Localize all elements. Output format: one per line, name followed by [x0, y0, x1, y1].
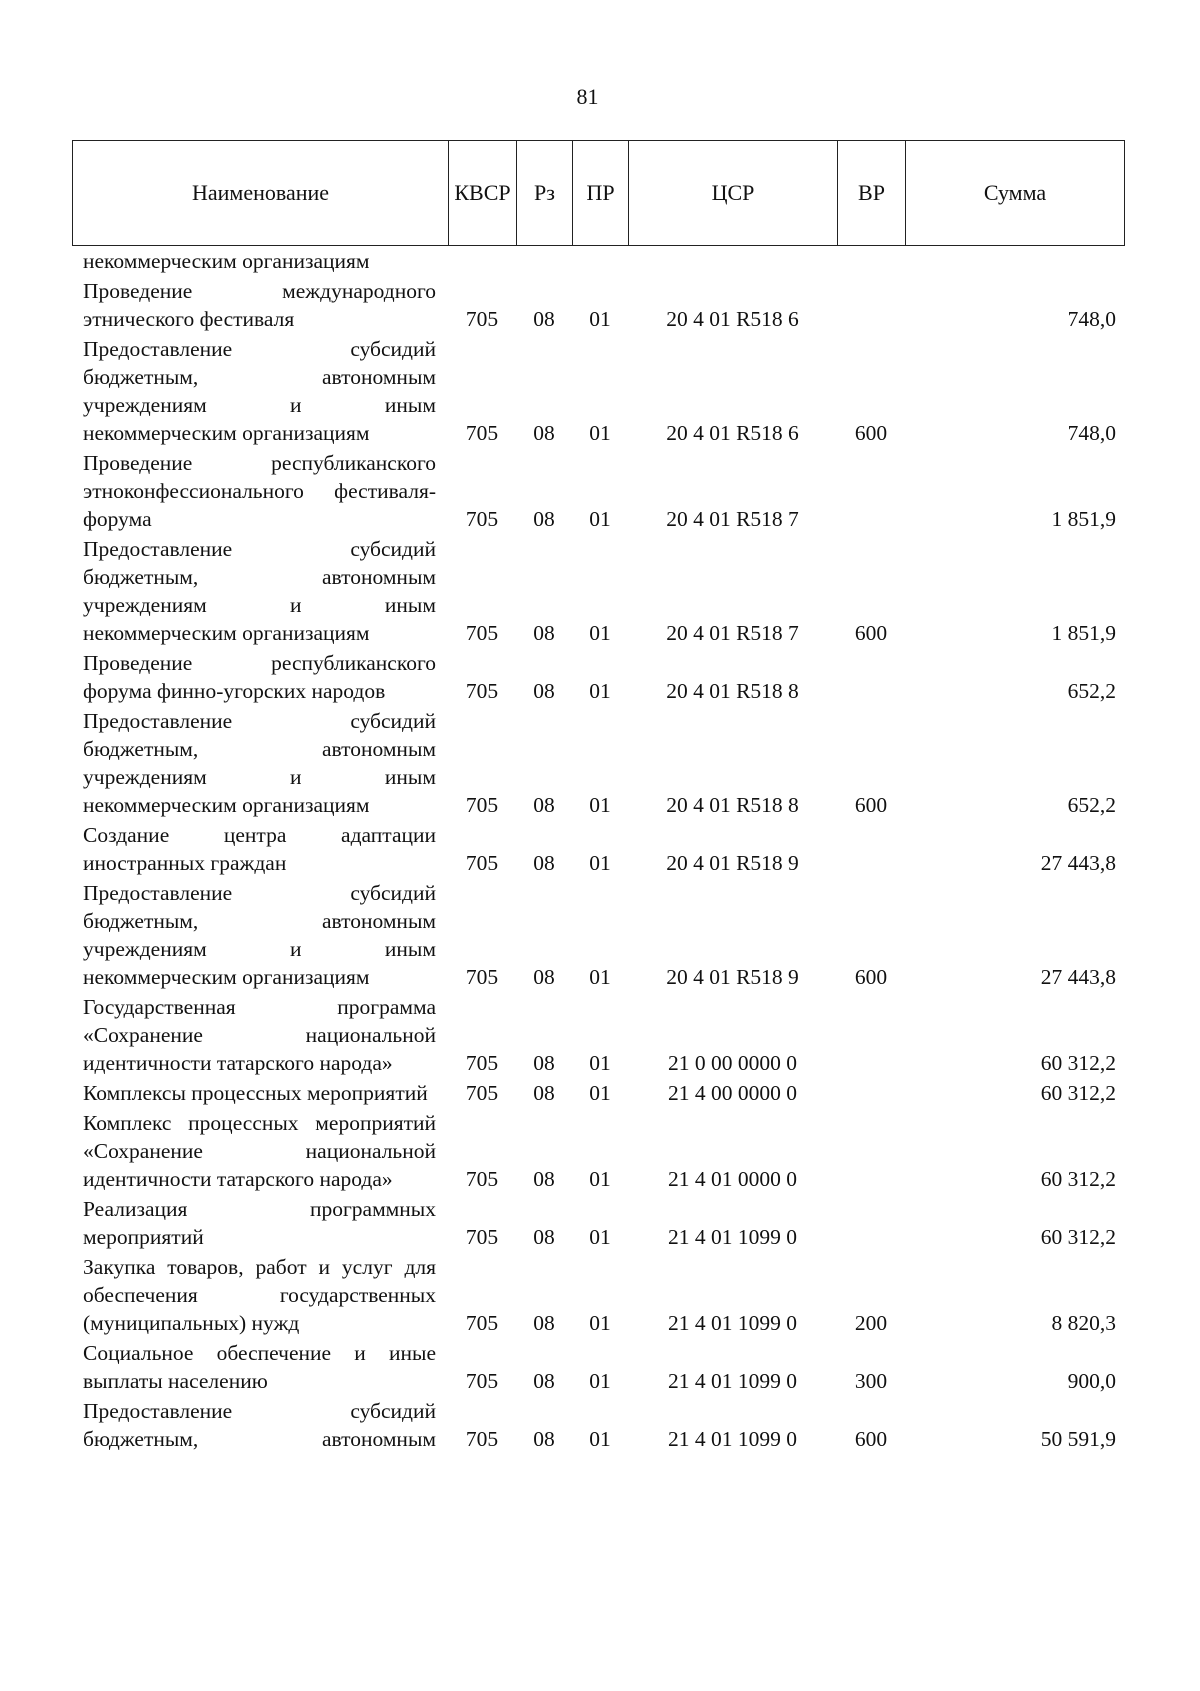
row-csr: 20 4 01 R518 7 — [666, 621, 799, 645]
row-kvsr: 705 — [465, 1051, 499, 1075]
continuation-row — [72, 247, 1124, 277]
row-sum: 748,0 — [1067, 307, 1116, 331]
header-sum: Сумма — [906, 141, 1125, 246]
row-csr: 21 4 00 0000 0 — [668, 1081, 797, 1105]
header-name: Наименование — [73, 141, 449, 246]
row-csr: 21 4 01 0000 0 — [668, 1167, 797, 1191]
row-pr: 01 — [589, 965, 611, 989]
row-sum: 60 312,2 — [1040, 1167, 1116, 1191]
row-kvsr: 705 — [465, 1311, 499, 1335]
row-vr: 300 — [854, 1369, 888, 1393]
row-rz: 08 — [533, 1311, 555, 1335]
row-rz: 08 — [533, 965, 555, 989]
row-pr: 01 — [589, 307, 611, 331]
row-rz: 08 — [533, 421, 555, 445]
row-kvsr: 705 — [465, 1369, 499, 1393]
row-csr: 20 4 01 R518 8 — [666, 679, 799, 703]
row-sum: 1 851,9 — [1051, 507, 1116, 531]
row-csr: 20 4 01 R518 6 — [666, 421, 799, 445]
header-rz: Рз — [517, 141, 573, 246]
row-rz: 08 — [533, 1225, 555, 1249]
row-pr: 01 — [589, 1427, 611, 1451]
row-csr: 20 4 01 R518 9 — [666, 851, 799, 875]
row-csr: 20 4 01 R518 8 — [666, 793, 799, 817]
row-kvsr: 705 — [465, 421, 499, 445]
table-row — [72, 821, 1124, 879]
table-row — [72, 707, 1124, 821]
row-vr — [837, 277, 905, 335]
row-vr: 600 — [854, 621, 888, 645]
table-row — [72, 535, 1124, 649]
row-kvsr: 705 — [465, 1167, 499, 1191]
row-sum: 60 312,2 — [1040, 1081, 1116, 1105]
row-pr: 01 — [589, 1081, 611, 1105]
table-row — [72, 993, 1124, 1079]
row-vr — [837, 1109, 905, 1195]
row-vr: 600 — [854, 793, 888, 817]
table-row — [72, 1397, 1124, 1455]
table-row — [72, 879, 1124, 993]
row-name: Реализация программных мероприятий — [83, 1197, 436, 1249]
row-name: Предоставление субсидий бюджетным, автономным учреждениям и иным некоммерческим организациям — [83, 337, 436, 445]
row-kvsr: 705 — [465, 507, 499, 531]
row-pr: 01 — [589, 793, 611, 817]
row-kvsr: 705 — [465, 621, 499, 645]
row-sum: 900,0 — [1067, 1369, 1116, 1393]
row-csr: 21 4 01 1099 0 — [668, 1311, 797, 1335]
row-sum: 8 820,3 — [1051, 1311, 1116, 1335]
row-kvsr: 705 — [465, 1081, 499, 1105]
row-rz: 08 — [533, 621, 555, 645]
row-vr: 600 — [854, 1427, 888, 1451]
row-pr: 01 — [589, 851, 611, 875]
table-row — [72, 649, 1124, 707]
row-name: Проведение международного этнического фестиваля — [83, 279, 436, 331]
continuation-text: некоммерческим организациям — [83, 249, 370, 273]
row-csr: 21 4 01 1099 0 — [668, 1369, 797, 1393]
row-vr — [837, 821, 905, 879]
table-row — [72, 335, 1124, 449]
row-csr: 21 4 01 1099 0 — [668, 1225, 797, 1249]
header-kvsr: КВСР — [449, 141, 517, 246]
row-pr: 01 — [589, 507, 611, 531]
row-rz: 08 — [533, 1369, 555, 1393]
row-name: Закупка товаров, работ и услуг для обеспечения государственных (муниципальных) нужд — [83, 1255, 436, 1335]
row-rz: 08 — [533, 1081, 555, 1105]
row-pr: 01 — [589, 679, 611, 703]
row-sum: 60 312,2 — [1040, 1225, 1116, 1249]
row-csr: 21 0 00 0000 0 — [668, 1051, 797, 1075]
row-sum: 652,2 — [1067, 793, 1116, 817]
row-rz: 08 — [533, 679, 555, 703]
row-kvsr: 705 — [465, 1427, 499, 1451]
row-name: Создание центра адаптации иностранных граждан — [83, 823, 436, 875]
budget-table — [72, 247, 1124, 1455]
row-pr: 01 — [589, 1311, 611, 1335]
row-pr: 01 — [589, 421, 611, 445]
table-row — [72, 449, 1124, 535]
row-pr: 01 — [589, 621, 611, 645]
row-name: Предоставление субсидий бюджетным, автономным учреждениям и иным некоммерческим организациям — [83, 881, 436, 989]
table-row — [72, 277, 1124, 335]
table-row — [72, 1195, 1124, 1253]
row-rz: 08 — [533, 1167, 555, 1191]
header-vr: ВР — [838, 141, 906, 246]
row-sum: 1 851,9 — [1051, 621, 1116, 645]
table-row — [72, 1109, 1124, 1195]
row-rz: 08 — [533, 507, 555, 531]
row-name: Государственная программа «Сохранение национальной идентичности татарского народа» — [83, 995, 436, 1075]
row-csr: 20 4 01 R518 7 — [666, 507, 799, 531]
row-vr: 200 — [854, 1311, 888, 1335]
row-name: Комплекс процессных мероприятий «Сохранение национальной идентичности татарского народа» — [83, 1111, 436, 1191]
row-pr: 01 — [589, 1369, 611, 1393]
header-csr: ЦСР — [629, 141, 838, 246]
page-number: 81 — [576, 84, 599, 109]
table-row — [72, 1253, 1124, 1339]
row-kvsr: 705 — [465, 307, 499, 331]
row-kvsr: 705 — [465, 793, 499, 817]
row-pr: 01 — [589, 1051, 611, 1075]
row-csr: 20 4 01 R518 6 — [666, 307, 799, 331]
row-kvsr: 705 — [465, 1225, 499, 1249]
row-rz: 08 — [533, 1051, 555, 1075]
row-pr: 01 — [589, 1225, 611, 1249]
row-name: Комплексы процессных мероприятий — [83, 1081, 428, 1105]
table-row — [72, 1339, 1124, 1397]
row-vr: 600 — [854, 965, 888, 989]
row-sum: 748,0 — [1067, 421, 1116, 445]
row-pr: 01 — [589, 1167, 611, 1191]
row-vr — [837, 1195, 905, 1253]
header-pr: ПР — [573, 141, 629, 246]
row-name: Социальное обеспечение и иные выплаты населению — [83, 1341, 436, 1393]
row-name: Проведение республиканского форума финно-угорских народов — [83, 651, 436, 703]
row-kvsr: 705 — [465, 965, 499, 989]
row-name: Предоставление субсидий бюджетным, автономным — [83, 1399, 436, 1451]
row-kvsr: 705 — [465, 679, 499, 703]
row-sum: 60 312,2 — [1040, 1051, 1116, 1075]
table-header — [72, 140, 1125, 246]
row-sum: 27 443,8 — [1040, 965, 1116, 989]
row-name: Предоставление субсидий бюджетным, автономным учреждениям и иным некоммерческим организациям — [83, 537, 436, 645]
row-rz: 08 — [533, 1427, 555, 1451]
row-vr — [837, 649, 905, 707]
row-rz: 08 — [533, 851, 555, 875]
row-rz: 08 — [533, 793, 555, 817]
row-sum: 27 443,8 — [1040, 851, 1116, 875]
row-kvsr: 705 — [465, 851, 499, 875]
row-rz: 08 — [533, 307, 555, 331]
row-vr — [837, 1079, 905, 1109]
row-sum: 50 591,9 — [1040, 1427, 1116, 1451]
row-vr — [837, 993, 905, 1079]
row-name: Предоставление субсидий бюджетным, автономным учреждениям и иным некоммерческим организациям — [83, 709, 436, 817]
row-csr: 20 4 01 R518 9 — [666, 965, 799, 989]
row-csr: 21 4 01 1099 0 — [668, 1427, 797, 1451]
row-vr: 600 — [854, 421, 888, 445]
table-row — [72, 1079, 1124, 1109]
row-name: Проведение республиканского этноконфессионального фестиваля-форума — [83, 451, 436, 531]
row-sum: 652,2 — [1067, 679, 1116, 703]
row-vr — [837, 449, 905, 535]
